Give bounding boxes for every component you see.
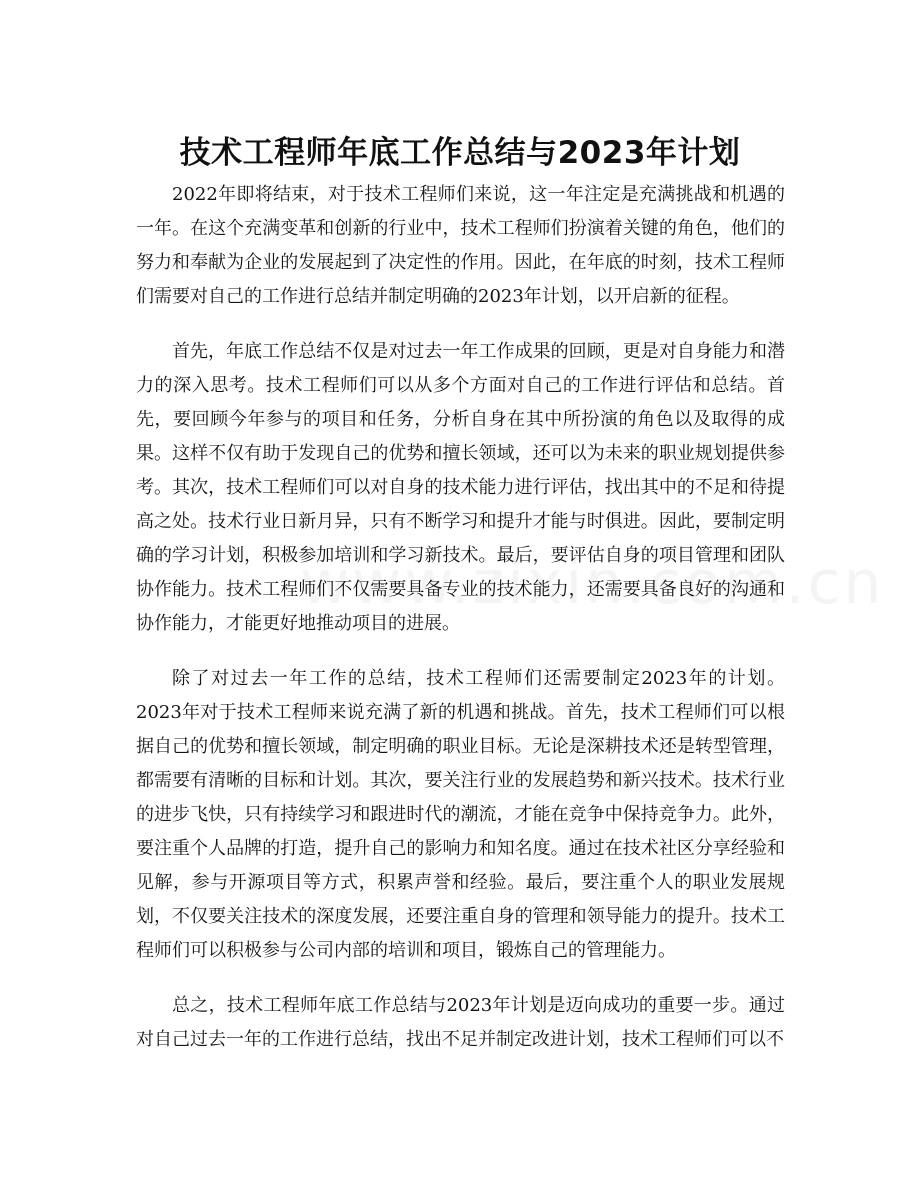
- paragraph-4: 总之，技术工程师年底工作总结与2023年计划是迈向成功的重要一步。通过对自己过去一年的工作进行总结，找出不足并制定改进计划，技术工程师们可以不: [136, 995, 785, 1050]
- paragraph-2: 首先，年底工作总结不仅是对过去一年工作成果的回顾，更是对自身能力和潜力的深入思考。技术工程师们可以从多个方面对自己的工作进行评估和总结。首先，要回顾今年参与的项目和任务，分析自身在其中所扮演的角色以及取得的成果。这样不仅有助于发现自己的优势和擅长领域，还可以为未来的职业规划提供参考。其次，技术工程师们可以对自身的技术能力进行评估，找出其中的不足和待提高之处。技术行业日新月异，只有不断学习和提升才能与时俱进。因此，要制定明确的学习计划，积极参加培训和学习新技术。最后，要评估自身的项目管理和团队协作能力。技术工程师们不仅需要具备专业的技术能力，还需要具备良好的沟通和协作能力，才能更好地推动项目的进展。: [136, 341, 785, 634]
- document-body: [136, 178, 785, 1078]
- paragraph-1: 2022年即将结束，对于技术工程师们来说，这一年注定是充满挑战和机遇的一年。在这个充满变革和创新的行业中，技术工程师们扮演着关键的角色，他们的努力和奉献为企业的发展起到了决定性的作用。因此，在年底的时刻，技术工程师们需要对自己的工作进行总结并制定明确的2023年计划，以开启新的征程。: [136, 184, 785, 307]
- paragraph-3: 除了对过去一年工作的总结，技术工程师们还需要制定2023年的计划。2023年对于技术工程师来说充满了新的机遇和挑战。首先，技术工程师们可以根据自己的优势和擅长领域，制定明确的职业目标。无论是深耕技术还是转型管理，都需要有清晰的目标和计划。其次，要关注行业的发展趋势和新兴技术。技术行业的进步飞快，只有持续学习和跟进时代的潮流，才能在竞争中保持竞争力。此外，要注重个人品牌的打造，提升自己的影响力和知名度。通过在技术社区分享经验和见解，参与开源项目等方式，积累声誉和经验。最后，要注重个人的职业发展规划，不仅要关注技术的深度发展，还要注重自身的管理和领导能力的提升。技术工程师们可以积极参与公司内部的培训和项目，锻炼自己的管理能力。: [136, 668, 785, 961]
- document-title: 技术工程师年底工作总结与2023年计划: [179, 134, 741, 171]
